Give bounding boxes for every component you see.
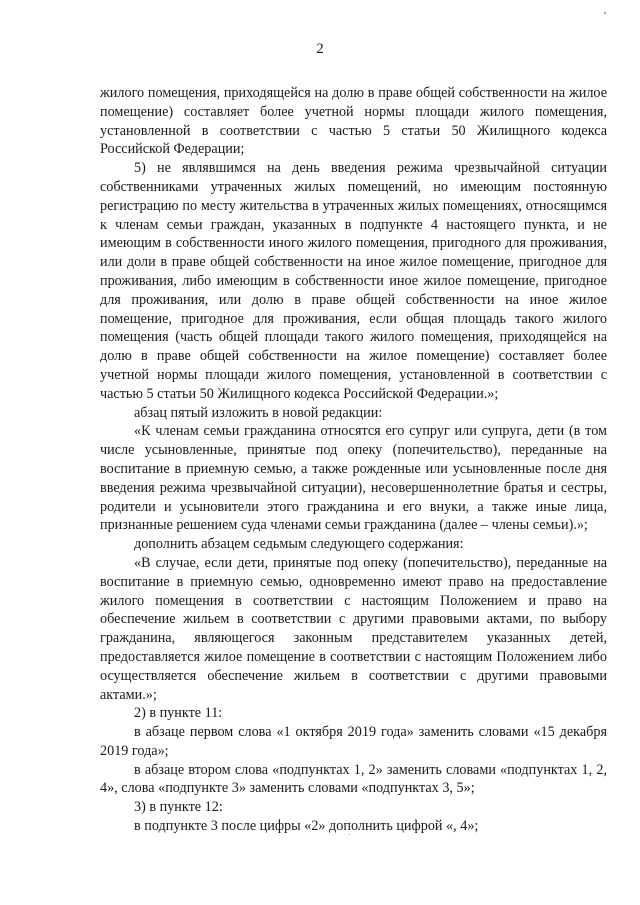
paragraph-add-seventh: дополнить абзацем седьмым следующего содержания:: [134, 536, 464, 553]
scan-speck: [604, 12, 606, 14]
paragraph-continuation: жилого помещения, приходящейся на долю в праве общей собственности на жилое помещение) составляет более учетной нормы площади жилого помещения, установленной в соответствии с частью 5 статьи 50 Жилищного кодекса Российской Федерации;: [100, 85, 607, 158]
paragraph-item-11-second: в абзаце втором слова «подпунктах 1, 2» заменить словами «подпунктах 1, 2, 4», слова «подпункте 3» заменить словами «подпунктах 3, 5»;: [100, 761, 607, 797]
page-number: 2: [316, 41, 324, 57]
paragraph-item-11: 2) в пункте 11:: [134, 705, 223, 722]
paragraph-guardianship: «В случае, если дети, принятые под опеку (попечительство), переданные на воспитание в приемную семью, одновременно имеют право на предоставление жилого помещения в соответствии с настоящим Положением и право на обеспечение жильем в соответствии с другими правовыми актами, по выбору гражданина, являющегося законным представителем указанных детей, предоставляется жилое помещение в соответствии с настоящим Положением либо осуществляется обеспечение жильем в соответствии с другими правовыми актами.»;: [100, 554, 607, 703]
paragraph-family-members: «К членам семьи гражданина относятся его супруг или супруга, дети (в том числе усыновленные, принятые под опеку (попечительство), переданные на воспитание в приемную семью, а также рожденные или усыновленные после дня введения режима чрезвычайной ситуации), несовершеннолетние братья и сестры, родители и усыновители этого гражданина и его внуки, а также иные лица, признанные решением суда членами семьи гражданина (далее – члены семьи).»;: [100, 423, 607, 534]
paragraph-subitem-5: 5) не являвшимся на день введения режима чрезвычайной ситуации собственниками утраченных жилых помещений, но имеющим постоянную регистрацию по месту жительства в утраченных жилых помещениях, относящимся к членам семьи граждан, указанных в подпункте 4 настоящего пункта, и не имеющим в собственности иного жилого помещения, пригодного для проживания, или доли в праве общей собственности на иное жилое помещение, пригодное для проживания, либо имеющим в собственности иное жилое помещение, пригодное для проживания, или долю в праве общей собственности на иное жилое помещение, пригодное для проживания, если общая площадь такого жилого помещения (часть общей площади такого жилого помещения, приходящейся на долю в праве общей собственности на жилое помещение) составляет более учетной нормы площади жилого помещения, установленной в соответствии с частью 5 статьи 50 Жилищного кодекса Российской Федерации.»;: [100, 160, 607, 402]
paragraph-item-12-sub3: в подпункте 3 после цифры «2» дополнить цифрой «, 4»;: [134, 818, 479, 835]
paragraph-item-11-first: в абзаце первом слова «1 октября 2019 года» заменить словами «15 декабря 2019 года»;: [100, 724, 607, 759]
scan-speck: [349, 834, 350, 835]
paragraph-item-12: 3) в пункте 12:: [134, 799, 223, 816]
document-body: [100, 84, 607, 836]
paragraph-amend-fifth: абзац пятый изложить в новой редакции:: [134, 404, 383, 421]
